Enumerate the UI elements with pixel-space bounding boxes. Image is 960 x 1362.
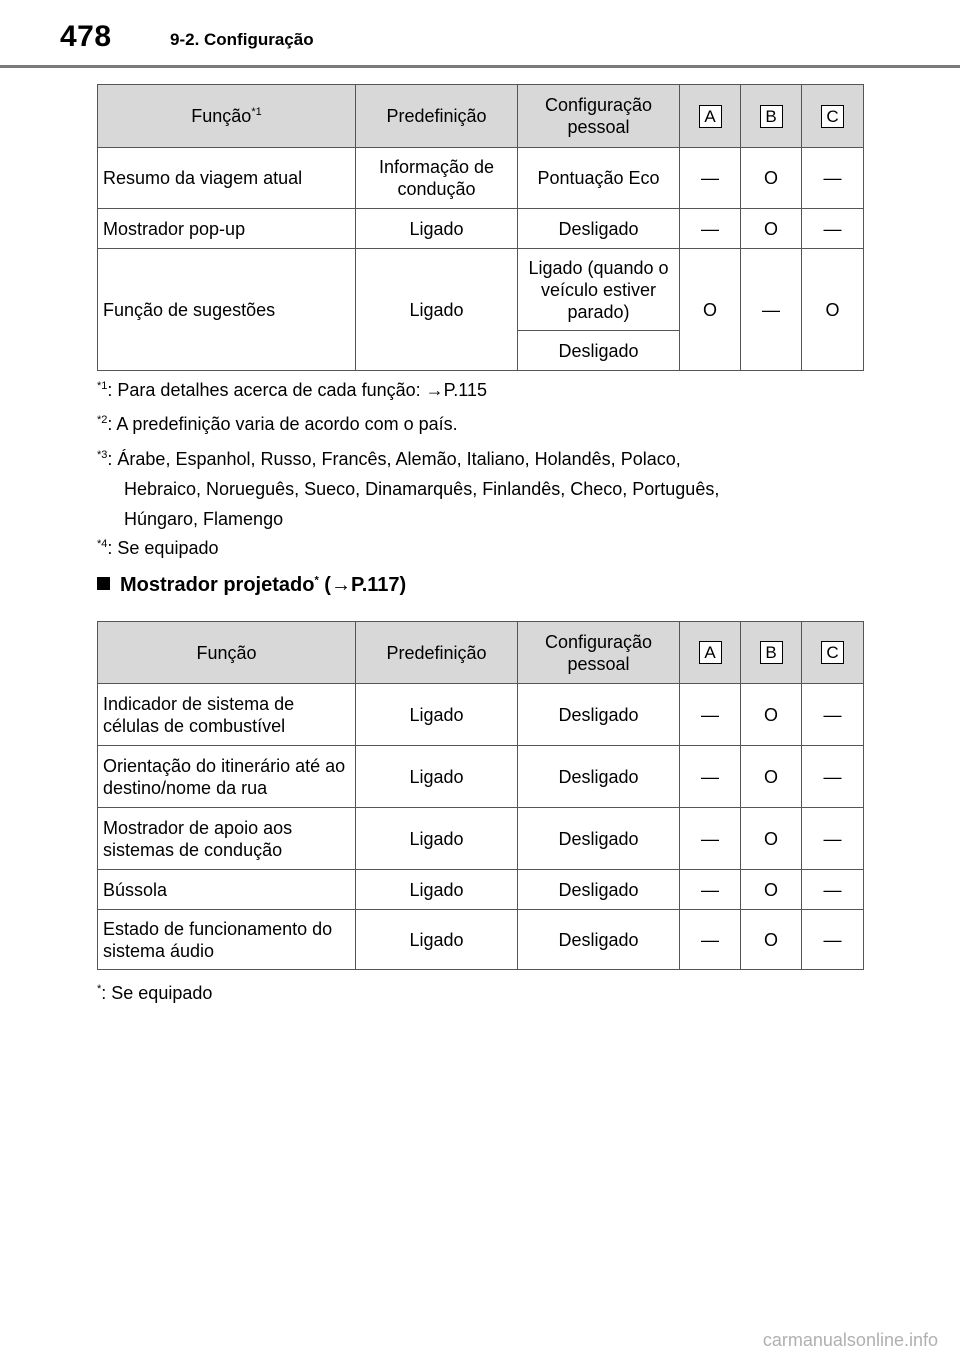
- col-a: [680, 622, 741, 684]
- table-header-row: [98, 622, 864, 684]
- bullet-square-icon: [97, 577, 110, 590]
- col-custom: Configuração pessoal: [518, 85, 680, 148]
- table-row: Estado de funcionamento do sistema áudio Ligado Desligado — O —: [98, 910, 864, 970]
- col-function: Função: [98, 622, 356, 684]
- col-custom: Configuração pessoal: [518, 622, 680, 684]
- page-number: 478: [60, 20, 112, 53]
- col-default: Predefinição: [356, 622, 518, 684]
- footnote-1: $^{*1}$: Para detalhes acerca de cada função: →P.115: [97, 380, 487, 400]
- table-header-row: [98, 85, 864, 148]
- table-row: Orientação do itinerário até ao destino/nome da rua Ligado Desligado — O —: [98, 746, 864, 808]
- letter-c-box: C: [821, 105, 844, 128]
- letter-a-box: A: [699, 641, 722, 664]
- col-function: Função$^{*1}$: [98, 85, 356, 148]
- table-row: Função de sugestões Ligado Ligado (quando o veículo estiver parado) O — O: [98, 249, 864, 331]
- letter-c-box: C: [821, 641, 844, 664]
- settings-table-1: [97, 84, 864, 371]
- col-b: [741, 622, 802, 684]
- footnote-3: $^{*3}$: Árabe, Espanhol, Russo, Francês, Alemão, Italiano, Holandês, Polaco, Hebraico, Norueguês, Sueco, Dinamarquês, Finlandês, Checo, Português, Húngaro, Flamengo: [97, 449, 720, 529]
- table-row: Resumo da viagem atual Informação de condução Pontuação Eco — O —: [98, 148, 864, 209]
- col-default: Predefinição: [356, 85, 518, 148]
- table-row: Indicador de sistema de células de combustível Ligado Desligado — O —: [98, 684, 864, 746]
- section-heading: Mostrador projetado* (→P.117): [97, 574, 406, 597]
- col-c: [802, 85, 864, 148]
- footnote-2: $^{*2}$: A predefinição varia de acordo com o país.: [97, 414, 458, 434]
- letter-b-box: B: [760, 105, 783, 128]
- col-c: [802, 622, 864, 684]
- col-b: [741, 85, 802, 148]
- letter-b-box: B: [760, 641, 783, 664]
- header-divider: [0, 65, 960, 68]
- letter-a-box: A: [699, 105, 722, 128]
- table-row: Bússola Ligado Desligado — O —: [98, 870, 864, 910]
- table-row: Mostrador de apoio aos sistemas de condução Ligado Desligado — O —: [98, 808, 864, 870]
- col-a: [680, 85, 741, 148]
- watermark: carmanualsonline.info: [762, 1330, 938, 1350]
- footnote-table2: *: Se equipado: [97, 983, 213, 1003]
- settings-table-2: [97, 621, 864, 970]
- table-row: Mostrador pop-up Ligado Desligado — O —: [98, 209, 864, 249]
- table-row: Desligado: [98, 331, 864, 371]
- section-title: 9-2. Configuração: [170, 30, 314, 49]
- footnote-4: $^{*4}$: Se equipado: [97, 538, 219, 558]
